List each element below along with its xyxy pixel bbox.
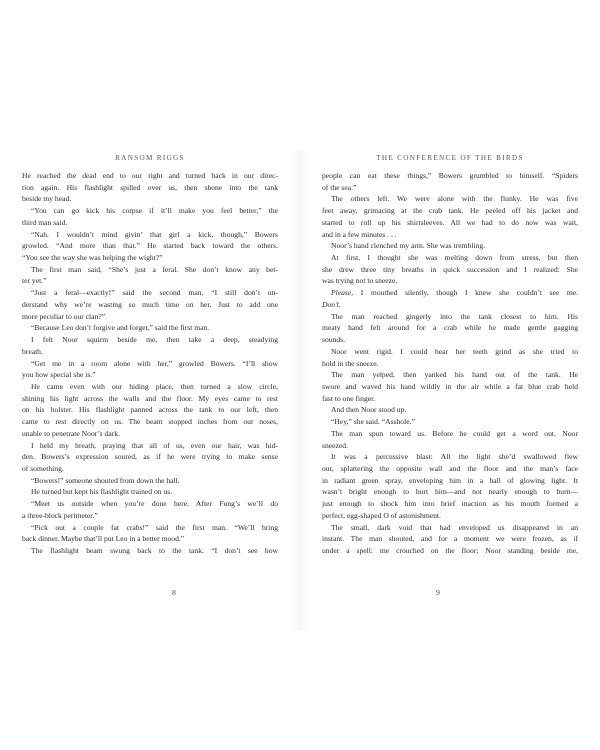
text-line: “Meet us outside when you’re done here. After Fung’s we’ll do bbox=[31, 499, 278, 509]
text-line: “Because Leo don’t forgive and forget,” said the first man. bbox=[31, 323, 210, 333]
text-line: “Get me in a room alone with her,” growled Bowers. “I’ll show bbox=[31, 358, 278, 368]
text-line: in radiant green spray, enveloping him in a ball of glowing light. It bbox=[322, 475, 578, 485]
text-line: of the sea.” bbox=[322, 182, 357, 192]
text-line: Noor went rigid. I could hear her teeth grind as she tried to bbox=[331, 346, 578, 356]
text-line: “Bowers!” someone shouted from down the hall. bbox=[31, 475, 180, 485]
text-line: The man spun toward us. Before he could get a word out, Noor bbox=[331, 428, 578, 438]
right-page-text bbox=[322, 170, 578, 557]
text-line: started to roll up his shirtsleeves. All we had to do now was wait, bbox=[322, 217, 578, 227]
page-number-right: 9 bbox=[436, 588, 440, 597]
text-line: she drew three tiny breaths in quick succession and I realized: She bbox=[322, 264, 578, 274]
text-line: “Hey,” she said. “Asshole.” bbox=[331, 417, 415, 427]
text-line: and in a few minutes . . . bbox=[322, 229, 397, 239]
text-line: He reached the dead end to our right and turned back in our direc- bbox=[22, 171, 278, 180]
page-number-left: 8 bbox=[172, 588, 176, 597]
text-line: “You see the way she was helping the wight?” bbox=[22, 253, 163, 263]
text-line: It was a percussive blast: All the light she’d swallowed flew bbox=[331, 452, 578, 462]
running-head-right: THE CONFERENCE OF THE BIRDS bbox=[376, 154, 524, 162]
text-line: growled. “And more than that.” He started back toward the others. bbox=[22, 241, 278, 251]
text-line: breath. bbox=[22, 346, 43, 356]
text-line: wasn’t bright enough to hurt him—and not nearly enough to burn— bbox=[322, 487, 578, 497]
text-line: “Just a feral—exactly!” said the second man. “I still don’t un- bbox=[31, 288, 278, 298]
text-line: He turned but kept his flashlight trained on us. bbox=[31, 487, 173, 497]
text-line: sneezed. bbox=[322, 440, 348, 450]
text-line: a three-block perimeter.” bbox=[22, 510, 98, 520]
text-line: derstand why we’re wasting so much time on her. Just to add one bbox=[22, 299, 278, 309]
text-line: instant. The man shouted, and for a moment we were frozen, as if bbox=[322, 534, 578, 544]
text-line: third man said. bbox=[22, 217, 68, 227]
text-line: Please, I mouthed silently, though I knew she couldn’t see me. bbox=[331, 288, 578, 298]
text-line: fast to one finger. bbox=[322, 393, 376, 403]
text-line: shining his light across the walls and the floor. My eyes came to rest bbox=[22, 393, 278, 403]
text-line: you how special she is.” bbox=[22, 370, 96, 380]
text-line: tion again. His flashlight spilled over us, then shone into the tank bbox=[22, 182, 278, 192]
text-line: more peculiar to our clan?” bbox=[22, 311, 106, 321]
text-line: At first, I thought she was melting down from stress, but then bbox=[331, 253, 578, 263]
text-line: The others left. We were alone with the flunky. He was five bbox=[331, 194, 578, 204]
right-page bbox=[300, 0, 600, 750]
text-line: beside my head. bbox=[22, 194, 72, 204]
text-line: people can eat these things,” Bowers grumbled to himself. “Spiders bbox=[322, 171, 578, 180]
left-page-text bbox=[22, 170, 278, 557]
text-line: feet away, grimacing at the crab tank. He peeled off his jacket and bbox=[322, 206, 578, 216]
text-line: was trying not to sneeze. bbox=[322, 276, 398, 286]
text-line: perfect, egg-shaped O of astonishment. bbox=[322, 510, 441, 520]
text-line: back dinner. Maybe that’ll put Leo in a better mood.” bbox=[22, 534, 185, 544]
text-line: den. Bowers’s expression soured, as if he were trying to make sense bbox=[22, 452, 278, 462]
text-line: “Nah. I wouldn’t mind givin’ that girl a kick, though,” Bowers bbox=[31, 229, 278, 239]
text-line: sounds. bbox=[322, 335, 345, 345]
text-line: Noor’s hand clenched my arm. She was trembling. bbox=[331, 241, 486, 251]
text-line: The small, dark void that had enveloped us disappeared in an bbox=[331, 522, 578, 532]
text-line: on his holster. His flashlight panned across the tank to our left, then bbox=[22, 405, 278, 415]
text-line: He came even with our hiding place, then turned a slow circle, bbox=[31, 381, 278, 391]
text-line: swore and waved his hand wildly in the air while a fat blue crab held bbox=[322, 381, 578, 391]
text-line: came to rest directly on us. The beam stopped inches from our noses, bbox=[22, 417, 278, 427]
running-head-left: RANSOM RIGGS bbox=[115, 154, 185, 162]
text-line: The first man said, “She’s just a feral. She don’t know any bet- bbox=[31, 264, 278, 274]
text-line: “Pick out a couple fat crabs!” said the first man. “We’ll bring bbox=[31, 522, 278, 532]
text-line: of something. bbox=[22, 463, 64, 473]
text-line: out, splattering the opposite wall and the floor and the man’s face bbox=[322, 463, 578, 473]
text-line: “You can go kick his corpse if it’ll make you feel better,” the bbox=[31, 206, 278, 216]
text-line: The man yelped, then yanked his hand out of the tank. He bbox=[331, 370, 578, 380]
text-line: I felt Noor squirm beside me, then take a deep, steadying bbox=[31, 335, 278, 345]
text-line: just enough to shock him into brief inaction as his mouth formed a bbox=[322, 499, 578, 509]
text-line: ter yet.” bbox=[22, 276, 47, 286]
text-line: hold in the sneeze. bbox=[322, 358, 379, 368]
text-line: under a spell: me crouched on the floor; Noor standing beside me, bbox=[322, 546, 578, 555]
text-line: And then Noor stood up. bbox=[331, 405, 407, 415]
text-line: The flashlight beam swung back to the tank. “I don’t see how bbox=[31, 546, 278, 555]
text-line: unable to penetrate Noor’s dark. bbox=[22, 428, 120, 438]
text-line: I held my breath, praying that all of us, even our hair, was hid- bbox=[31, 440, 278, 450]
text-line: meaty hand felt around for a crab while he made gentle gagging bbox=[322, 323, 578, 333]
text-line: Don’t. bbox=[322, 299, 341, 309]
text-line: The man reached gingerly into the tank closest to him. His bbox=[331, 311, 578, 321]
